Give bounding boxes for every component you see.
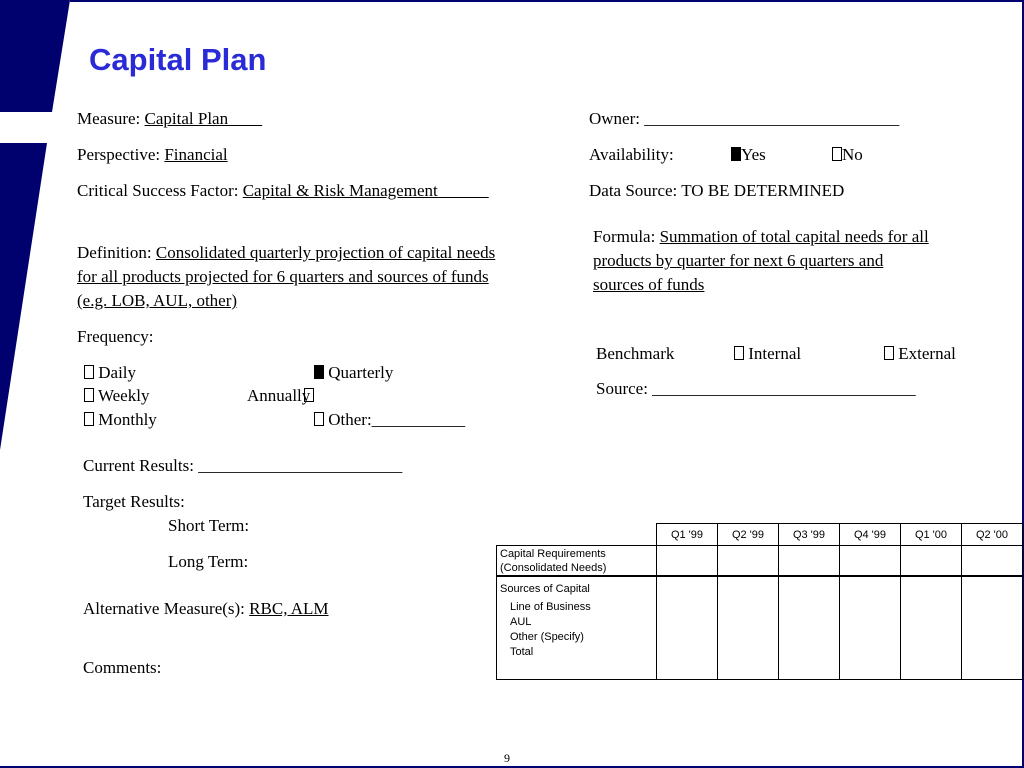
alt-measure-label: Alternative Measure(s):	[83, 599, 245, 618]
formula-text-1: Summation of total capital needs for all	[659, 227, 929, 246]
checkbox-annually[interactable]	[304, 388, 314, 402]
formula-text-2: products by quarter for next 6 quarters and	[593, 251, 884, 270]
quarter-header: Q4 '99	[840, 524, 901, 546]
comments-label: Comments:	[83, 658, 162, 677]
page-number: 9	[504, 751, 510, 765]
table-cell[interactable]	[779, 576, 840, 679]
alt-measure-value: RBC, ALM	[249, 599, 329, 618]
measure-row	[77, 109, 262, 129]
freq-daily-label: Daily	[98, 363, 137, 382]
quarter-header: Q2 '99	[718, 524, 779, 546]
csf-label: Critical Success Factor:	[77, 181, 239, 200]
accent-graphic	[0, 0, 72, 768]
freq-quarterly-label: Quarterly	[328, 363, 394, 382]
source-row: Source: _______________________________	[596, 379, 916, 398]
avail-no-label: No	[842, 145, 863, 164]
table-cell[interactable]	[718, 546, 779, 577]
csf-row	[77, 181, 489, 201]
current-results: Current Results: ________________________	[83, 456, 403, 475]
table-cell[interactable]	[840, 576, 901, 679]
definition-text-3: (e.g. LOB, AUL, other)	[77, 291, 238, 310]
bench-internal-option[interactable]	[734, 344, 801, 364]
checkbox-other[interactable]	[314, 412, 324, 426]
bench-internal-label: Internal	[748, 344, 802, 363]
checkbox-external[interactable]	[884, 346, 894, 360]
table-cell[interactable]	[840, 546, 901, 577]
row1-line1: Capital Requirements	[500, 548, 606, 560]
quarter-header: Q3 '99	[779, 524, 840, 546]
formula-text-3: sources of funds	[593, 275, 705, 294]
perspective-row	[77, 145, 228, 165]
formula-label: Formula:	[593, 227, 656, 246]
frequency-label: Frequency:	[77, 327, 154, 346]
benchmark-label: Benchmark	[596, 344, 675, 363]
table-row	[497, 546, 1023, 577]
measure-label: Measure:	[77, 109, 141, 128]
checkbox-internal[interactable]	[734, 346, 744, 360]
table-row	[497, 576, 1023, 679]
sources-of-capital-label	[497, 576, 657, 679]
freq-weekly-option[interactable]	[84, 386, 149, 406]
table-cell[interactable]	[718, 576, 779, 679]
avail-yes-option[interactable]	[731, 145, 766, 165]
freq-annually-option[interactable]	[247, 386, 314, 406]
csf-value: Capital & Risk Management	[242, 181, 489, 200]
table-cell[interactable]	[901, 576, 962, 679]
table-cell[interactable]	[657, 576, 718, 679]
table-cell[interactable]	[779, 546, 840, 577]
avail-no-option[interactable]	[832, 145, 863, 165]
table-header-row	[497, 524, 1023, 546]
definition-label: Definition:	[77, 243, 152, 262]
long-term-label: Long Term:	[168, 552, 249, 571]
table-cell[interactable]	[657, 546, 718, 577]
owner-row: Owner: ______________________________	[589, 109, 900, 128]
freq-quarterly-option[interactable]	[314, 363, 393, 383]
definition-text-2: for all products projected for 6 quarters and sources of funds	[77, 267, 489, 286]
data-source-row: Data Source: TO BE DETERMINED	[589, 181, 845, 200]
quarter-header: Q1 '00	[901, 524, 962, 546]
top-border	[70, 0, 1024, 2]
row2-item: Total	[510, 646, 534, 658]
formula-line-1	[593, 227, 929, 247]
quarter-header: Q2 '00	[962, 524, 1023, 546]
table-cell[interactable]	[962, 576, 1023, 679]
perspective-label: Perspective:	[77, 145, 161, 164]
page-title: Capital Plan	[89, 42, 267, 77]
perspective-value: Financial	[164, 145, 228, 164]
freq-annually-label: Annually	[247, 386, 311, 405]
row2-item: AUL	[510, 616, 532, 628]
freq-other-label: Other:___________	[328, 410, 466, 429]
alt-measure-row	[83, 599, 329, 619]
freq-weekly-label: Weekly	[97, 386, 150, 405]
checkbox-avail-no[interactable]	[832, 147, 842, 161]
checkbox-weekly[interactable]	[84, 388, 94, 402]
table-cell[interactable]	[901, 546, 962, 577]
freq-daily-option[interactable]	[84, 363, 136, 383]
definition-line-1	[77, 243, 495, 263]
table-cell[interactable]	[962, 546, 1023, 577]
checkbox-monthly[interactable]	[84, 412, 94, 426]
freq-monthly-label: Monthly	[98, 410, 157, 429]
row1-line2: (Consolidated Needs)	[500, 562, 607, 574]
target-results-label: Target Results:	[83, 492, 185, 511]
quarter-header: Q1 '99	[657, 524, 718, 546]
capital-table	[496, 523, 1023, 680]
bench-external-option[interactable]	[884, 344, 956, 364]
freq-monthly-option[interactable]	[84, 410, 157, 430]
bench-external-label: External	[898, 344, 956, 363]
row2-item: Other (Specify)	[510, 631, 584, 643]
freq-other-option[interactable]	[314, 410, 465, 430]
measure-value: Capital Plan	[144, 109, 263, 128]
capital-requirements-label	[497, 546, 657, 577]
definition-text-1: Consolidated quarterly projection of capital needs	[155, 243, 496, 262]
row2-item: Line of Business	[510, 601, 591, 613]
checkbox-quarterly[interactable]	[314, 365, 324, 379]
row2-title: Sources of Capital	[500, 583, 590, 595]
availability-label: Availability:	[589, 145, 674, 164]
short-term-label: Short Term:	[168, 516, 250, 535]
checkbox-daily[interactable]	[84, 365, 94, 379]
checkbox-avail-yes[interactable]	[731, 147, 741, 161]
table-corner	[497, 524, 657, 546]
avail-yes-label: Yes	[741, 145, 766, 164]
